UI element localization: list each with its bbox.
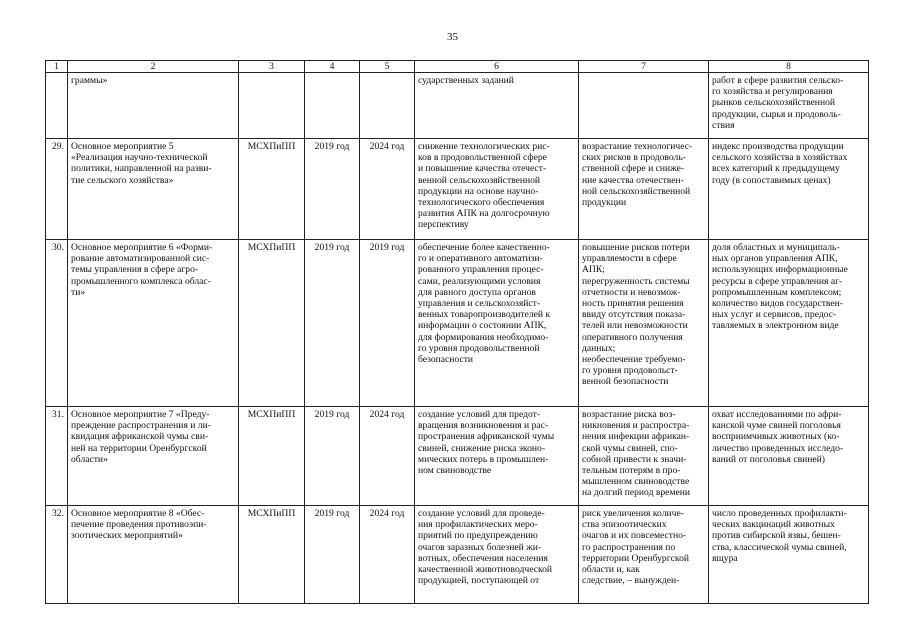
column-number: 1 [46,61,68,73]
row-number [46,73,68,139]
non-implementation-risk: риск увеличения количе- ства эпизоотических очагов и их повсеместно- го распространения по территории Оренбургской области и, как следствие, – вынужден- [579,506,709,604]
program-events-table [45,60,869,604]
table-row [46,506,869,604]
column-number: 7 [579,61,709,73]
end-year: 2024 год [360,139,415,240]
expected-result: создание условий для предот- вращения возникновения и рас- пространения африканской чумы свиней, снижение риска эконо- мических потерь в промышлен- ном свиноводстве [415,407,579,506]
start-year: 2019 год [305,407,360,506]
event-name: Основное мероприятие 8 «Обес- печение проведения противоэпи- зоотических мероприятий» [68,506,239,604]
column-number: 3 [239,61,305,73]
non-implementation-risk [579,73,709,139]
target-indicator: охват исследованиями по афри- канской чуме свиней поголовья восприимчивых животных (ко- личество проведенных исследо- ваний от поголовья свиней) [709,407,869,506]
end-year: 2024 год [360,407,415,506]
expected-result: создание условий для проведе- ния профилактических меро- приятий по предупреждению очагов заразных болезней жи- вотных, обеспечения населения качественной животноводческой продукцией, поступающей от [415,506,579,604]
row-number: 32. [46,506,68,604]
end-year: 2019 год [360,240,415,407]
target-indicator: число проведенных профилакти- ческих вакцинаций животных против сибирской язвы, бешен- ства, классической чумы свиней, ящура [709,506,869,604]
end-year [360,73,415,139]
table-row [46,139,869,240]
responsible-agency: МСХПиПП [239,407,305,506]
expected-result: сударственных заданий [415,73,579,139]
table-row [46,407,869,506]
responsible-agency: МСХПиПП [239,506,305,604]
target-indicator: работ в сфере развития сельско- го хозяйства и регулирования рынков сельскохозяйственной продукции, сырья и продоволь- ствия [709,73,869,139]
responsible-agency [239,73,305,139]
non-implementation-risk: повышение рисков потери управляемости в сфере АПК; перегруженность системы отчетности и невозмож- ность принятия решения ввиду отсутствия показа- телей или невозможности оперативного получения данных; необеспечение требуемо- го уровня продовольст- венной безопасности [579,240,709,407]
event-name: Основное мероприятие 5 «Реализация научно-технической политики, направленной на разви- тие сельского хозяйства» [68,139,239,240]
column-number: 4 [305,61,360,73]
table-row-continuation [46,73,869,139]
table-row [46,240,869,407]
target-indicator: доля областных и муниципаль- ных органов управления АПК, использующих информационные ресурсы в сфере управления аг- ропромышленным комплексом; количество видов государствен- ных услуг и сервисов, предос- тавляемых в электронном виде [709,240,869,407]
page-number: 35 [447,31,458,43]
non-implementation-risk: возрастание технологичес- ских рисков в продоволь- ственной сфере и сниже- ние качества отечествен- ной сельскохозяйственной продукции [579,139,709,240]
expected-result: снижение технологических рис- ков в продовольственной сфере и повышение качества отечест- венной сельскохозяйственной продукции на основе научно- технологического обеспечения развития АПК на долгосрочную перспективу [415,139,579,240]
start-year: 2019 год [305,240,360,407]
column-number-row [46,61,869,73]
event-name: Основное мероприятие 6 «Форми- рование автоматизированной сис- темы управления в сфере агро- промышленного комплекса облас- ти» [68,240,239,407]
row-number: 30. [46,240,68,407]
column-number: 2 [68,61,239,73]
target-indicator: индекс производства продукции сельского хозяйства в хозяйствах всех категорий к предыдущему году (в сопоставимых ценах) [709,139,869,240]
responsible-agency: МСХПиПП [239,139,305,240]
responsible-agency: МСХПиПП [239,240,305,407]
start-year: 2019 год [305,506,360,604]
start-year: 2019 год [305,139,360,240]
expected-result: обеспечение более качественно- го и оперативного автоматизи- рованного управления процес- сами, реализующими условия для равного доступа органов управления и сельскохозяйст- венных товаропроизводителей к информации о состоянии АПК, для формирования необходимо- го уровня продовольственной безопасности [415,240,579,407]
column-number: 5 [360,61,415,73]
column-number: 6 [415,61,579,73]
end-year: 2024 год [360,506,415,604]
start-year [305,73,360,139]
column-number: 8 [709,61,869,73]
non-implementation-risk: возрастание риска воз- никновения и распростра- нения инфекции африкан- ской чумы свиней, спо- собной привести к значи- тельным потерям в про- мышленном свиноводстве на долгий период времени [579,407,709,506]
row-number: 29. [46,139,68,240]
row-number: 31. [46,407,68,506]
event-name: Основное мероприятие 7 «Преду- преждение распространения и ли- квидация африканской чумы сви- ней на территории Оренбургской области» [68,407,239,506]
event-name: граммы» [68,73,239,139]
